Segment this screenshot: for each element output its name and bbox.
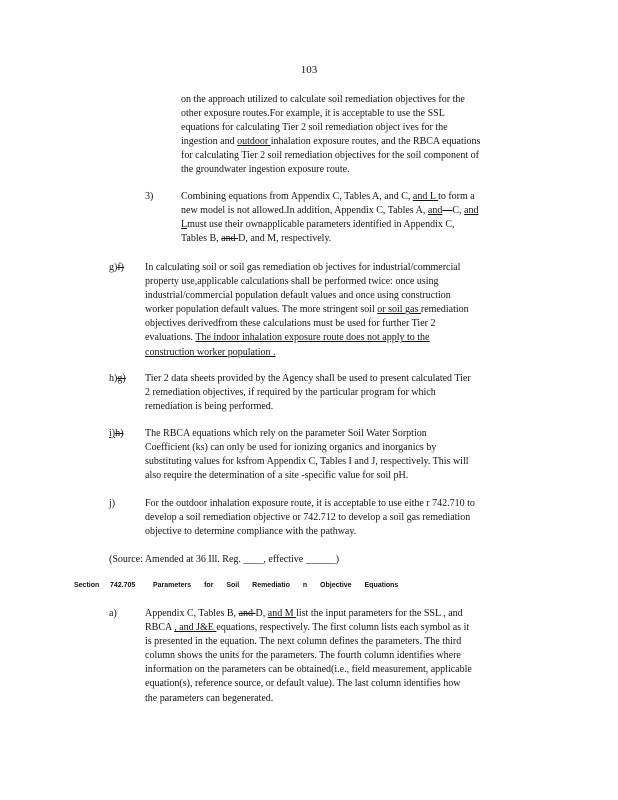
- text-line: [145, 303, 469, 317]
- item-label: a): [109, 608, 117, 619]
- text-span: D, and M, respectively.: [238, 233, 332, 245]
- deleted-text: and: [221, 233, 239, 245]
- item-label: [109, 261, 124, 275]
- text-line: [145, 621, 472, 635]
- text-span: Tables B,: [181, 233, 222, 245]
- text-line: [181, 190, 478, 204]
- text-span: must use their ownapplicable parameters identified in Appendix C,: [187, 219, 455, 231]
- inserted-text: and L: [412, 191, 439, 202]
- text-line: [181, 204, 478, 218]
- text-line: 2 remediation objectives, if required by the particular program for which: [145, 387, 436, 399]
- text-span: C,: [452, 205, 464, 217]
- item-h-paragraph: [145, 372, 471, 414]
- text-line: [181, 218, 478, 232]
- item-label: j): [109, 498, 116, 509]
- text-span: inhalation exposure routes, and the RBCA equations: [270, 136, 481, 148]
- text-line: column shows the units for the parameters. The fourth column identifies where: [145, 650, 461, 662]
- item-label-new: h): [109, 373, 118, 384]
- text-span: list the input parameters for the SSL , and: [296, 608, 463, 619]
- source-note: [109, 553, 339, 567]
- inserted-text: L: [181, 219, 188, 231]
- text-line: [181, 232, 478, 246]
- text-line: is presented in the equation. The next column defines the parameters. The third: [145, 636, 462, 648]
- deleted-text: [442, 205, 452, 216]
- text-line: equation(s), reference source, or default value). The last column identifies how: [145, 678, 461, 690]
- item-j-paragraph: [145, 497, 475, 539]
- text-line: [181, 135, 480, 149]
- item-label-new: g): [109, 262, 118, 273]
- text-line: industrial/commercial population default values and once using construction: [145, 290, 451, 302]
- text-span: ingestion and: [181, 136, 238, 148]
- text-line: Coefficient (ks) can only be used for ionizing organics and inorganics by: [145, 442, 437, 454]
- text-span: ): [335, 554, 340, 565]
- section-title: Parameters for Soil Remediatio n Objective Equations: [153, 582, 399, 589]
- text-line: other exposure routes.For example, it is acceptable to use the SSL: [181, 108, 445, 120]
- inserted-text: and M: [267, 608, 297, 619]
- text-line: remediation is being performed.: [145, 401, 274, 413]
- item-3-paragraph: [181, 190, 478, 246]
- inserted-text: construction worker population .: [145, 346, 276, 358]
- text-line: The RBCA equations which rely on the parameter Soil Water Sorption: [145, 428, 427, 439]
- text-span: D,: [255, 608, 268, 619]
- text-span: worker population default values. The more stringent soil: [145, 304, 378, 316]
- text-span: (Source: Amended at 36 Ill. Reg.: [109, 554, 244, 565]
- text-line: property use,applicable calculations shall be performed twice: once using: [145, 276, 439, 288]
- text-span: remediation: [420, 304, 469, 316]
- text-line: [145, 607, 472, 621]
- text-line: equations for calculating Tier 2 soil remediation object ives for the: [181, 122, 448, 134]
- continuation-paragraph: [181, 93, 480, 178]
- text-line: substituting values for ksfrom Appendix C, Tables I and J, respectively. This will: [145, 456, 469, 468]
- inserted-text: or soil gas: [377, 304, 421, 316]
- text-line: objectives derivedfrom these calculations must be used for further Tier 2: [145, 318, 436, 330]
- text-span: RBCA: [145, 622, 175, 634]
- item-i-paragraph: [145, 427, 469, 483]
- item-label: [109, 372, 126, 386]
- text-line: the parameters can begenerated.: [145, 692, 274, 704]
- item-g-paragraph: [145, 261, 469, 360]
- text-line: In calculating soil or soil gas remediation ob jectives for industrial/commercial: [145, 262, 461, 273]
- inserted-text: , and J&E: [174, 622, 217, 634]
- text-line: also require the determination of a site -specific value for soil pH.: [145, 470, 409, 482]
- item-label-new: i): [109, 428, 116, 439]
- text-line: For the outdoor inhalation exposure route, it is acceptable to use eithe r 742.710 to: [145, 498, 475, 509]
- text-line: on the approach utilized to calculate soil remediation objectives for the: [181, 94, 465, 105]
- inserted-text: outdoor: [237, 136, 271, 148]
- inserted-text: and: [427, 205, 443, 217]
- text-line: [109, 553, 339, 567]
- text-line: develop a soil remediation objective or 742.712 to develop a soil gas remediation: [145, 512, 471, 524]
- text-line: information on the parameters can be obtained(i.e., field measurement, applicable: [145, 664, 472, 676]
- blank-field: ____: [243, 554, 264, 565]
- text-span: Appendix C, Tables B,: [145, 608, 239, 619]
- blank-field: ______: [305, 554, 336, 565]
- section-number: 742.705: [110, 582, 136, 589]
- item-label-deleted: g): [117, 373, 126, 384]
- inserted-text: and: [464, 205, 479, 217]
- text-span: to form a: [438, 191, 475, 202]
- text-span: evaluations.: [145, 332, 196, 344]
- text-line: the groundwater ingestion exposure route.: [181, 164, 350, 176]
- text-line: for calculating Tier 2 soil remediation objectives for the soil component of: [181, 150, 479, 162]
- text-line: Tier 2 data sheets provided by the Agency shall be used to present calculated Tier: [145, 373, 471, 384]
- inserted-text: The indoor inhalation exposure route does not apply to the: [195, 332, 430, 344]
- text-span: Combining equations from Appendix C, Tables A, and C,: [181, 191, 413, 202]
- item-label: 3): [145, 191, 154, 202]
- item-a-paragraph: [145, 607, 472, 706]
- item-label-deleted: f): [117, 262, 125, 273]
- deleted-text: and: [238, 608, 256, 619]
- item-label-deleted: h): [115, 428, 124, 439]
- text-span: new model is not allowed.In addition, Appendix C, Tables A,: [181, 205, 428, 217]
- text-line: objective to determine compliance with the pathway.: [145, 526, 357, 538]
- text-line: [145, 331, 469, 345]
- section-word: Section: [74, 582, 100, 589]
- text-span: , effective: [263, 554, 306, 565]
- text-span: equations, respectively. The first column lists each symbol as it: [216, 622, 470, 634]
- item-label: [109, 427, 123, 441]
- page-number: 103: [300, 64, 318, 76]
